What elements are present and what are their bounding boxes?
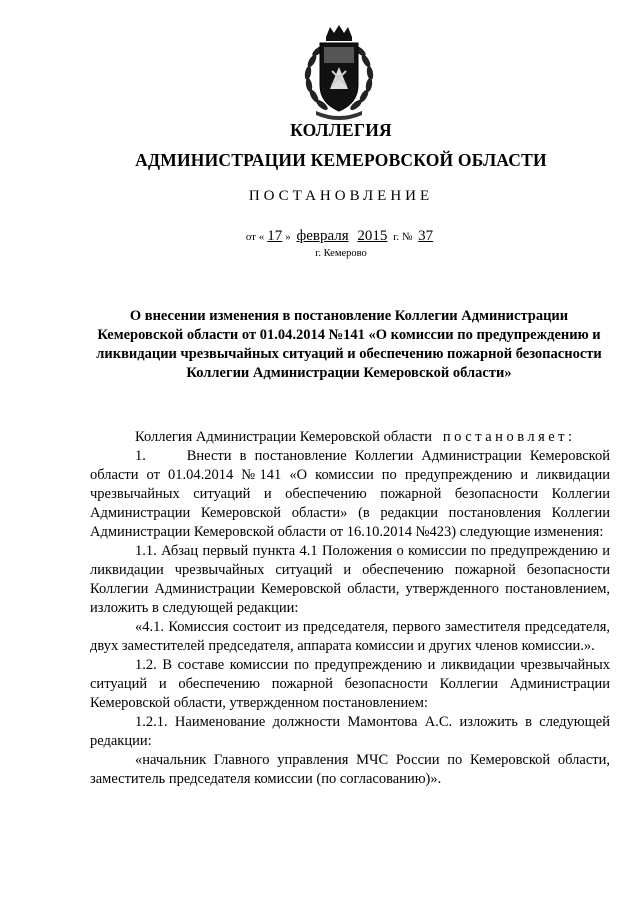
paragraph-1-2-1: 1.2.1. Наименование должности Мамонтова А.С. изложить в следующей редакции: [90,714,610,749]
paragraph-1-1: 1.1. Абзац первый пункта 4.1 Положения о комиссии по предупреждению и ликвидации чрезвычайных ситуаций и обеспечению пожарной безопасности Коллегии Администрации Кемеровской области, утвержденного постановлением, изложить в следующей редакции: [90,543,610,616]
city-label: г. Кемерово [315,248,367,259]
intro-verb: постановляет: [442,429,576,445]
date-from-label: от « [245,231,265,243]
intro-paragraph [90,428,610,447]
date-day: 17 [267,228,283,244]
paragraph-1-2: 1.2. В составе комиссии по предупреждению и ликвидации чрезвычайных ситуаций и обеспечению пожарной безопасности Коллегии Администрации Кемеровской области, утвержденном постановлением: [90,657,610,711]
document-type: ПОСТАНОВЛЕНИЕ [248,188,434,204]
document-body [90,428,610,789]
date-line [0,228,640,245]
org-name-line2: АДМИНИСТРАЦИИ КЕМЕРОВСКОЙ ОБЛАСТИ [135,150,547,170]
quote-1: «4.1. Комиссия состоит из председателя, первого заместителя председателя, двух заместителей председателя, аппарата комиссии и других членов комиссии.». [90,619,610,654]
date-day-close: » [285,231,291,243]
date-year-suffix: г. [393,231,400,243]
number-label: № [401,231,413,243]
date-year: 2015 [357,228,388,244]
paragraph-1: 1. Внести в постановление Коллегии Администрации Кемеровской области от 01.04.2014 №141 «О комиссии по предупреждению и ликвидации чрезвычайных ситуаций и обеспечению пожарной безопасности Коллегии Администрации Кемеровской области» (в редакции постановления Коллегии Администрации Кемеровской области от 16.10.2014 №423) следующие изменения: [90,448,610,540]
intro-text: Коллегия Администрации Кемеровской области [135,429,433,445]
quote-2: «начальник Главного управления МЧС России по Кемеровской области, заместитель председателя комиссии (по согласованию)». [90,752,610,787]
document-number: 37 [418,228,434,244]
coat-of-arms-emblem [296,23,382,123]
document-title: О внесении изменения в постановление Коллегии Администрации Кемеровской области от 01.04.2014 №141 «О комиссии по предупреждению и ликвидации чрезвычайных ситуаций и обеспечению пожарной безопасности Коллегии Администрации Кемеровской области» [96,308,602,381]
org-name-line1: КОЛЛЕГИЯ [290,120,392,140]
date-month: февраля [296,228,349,244]
